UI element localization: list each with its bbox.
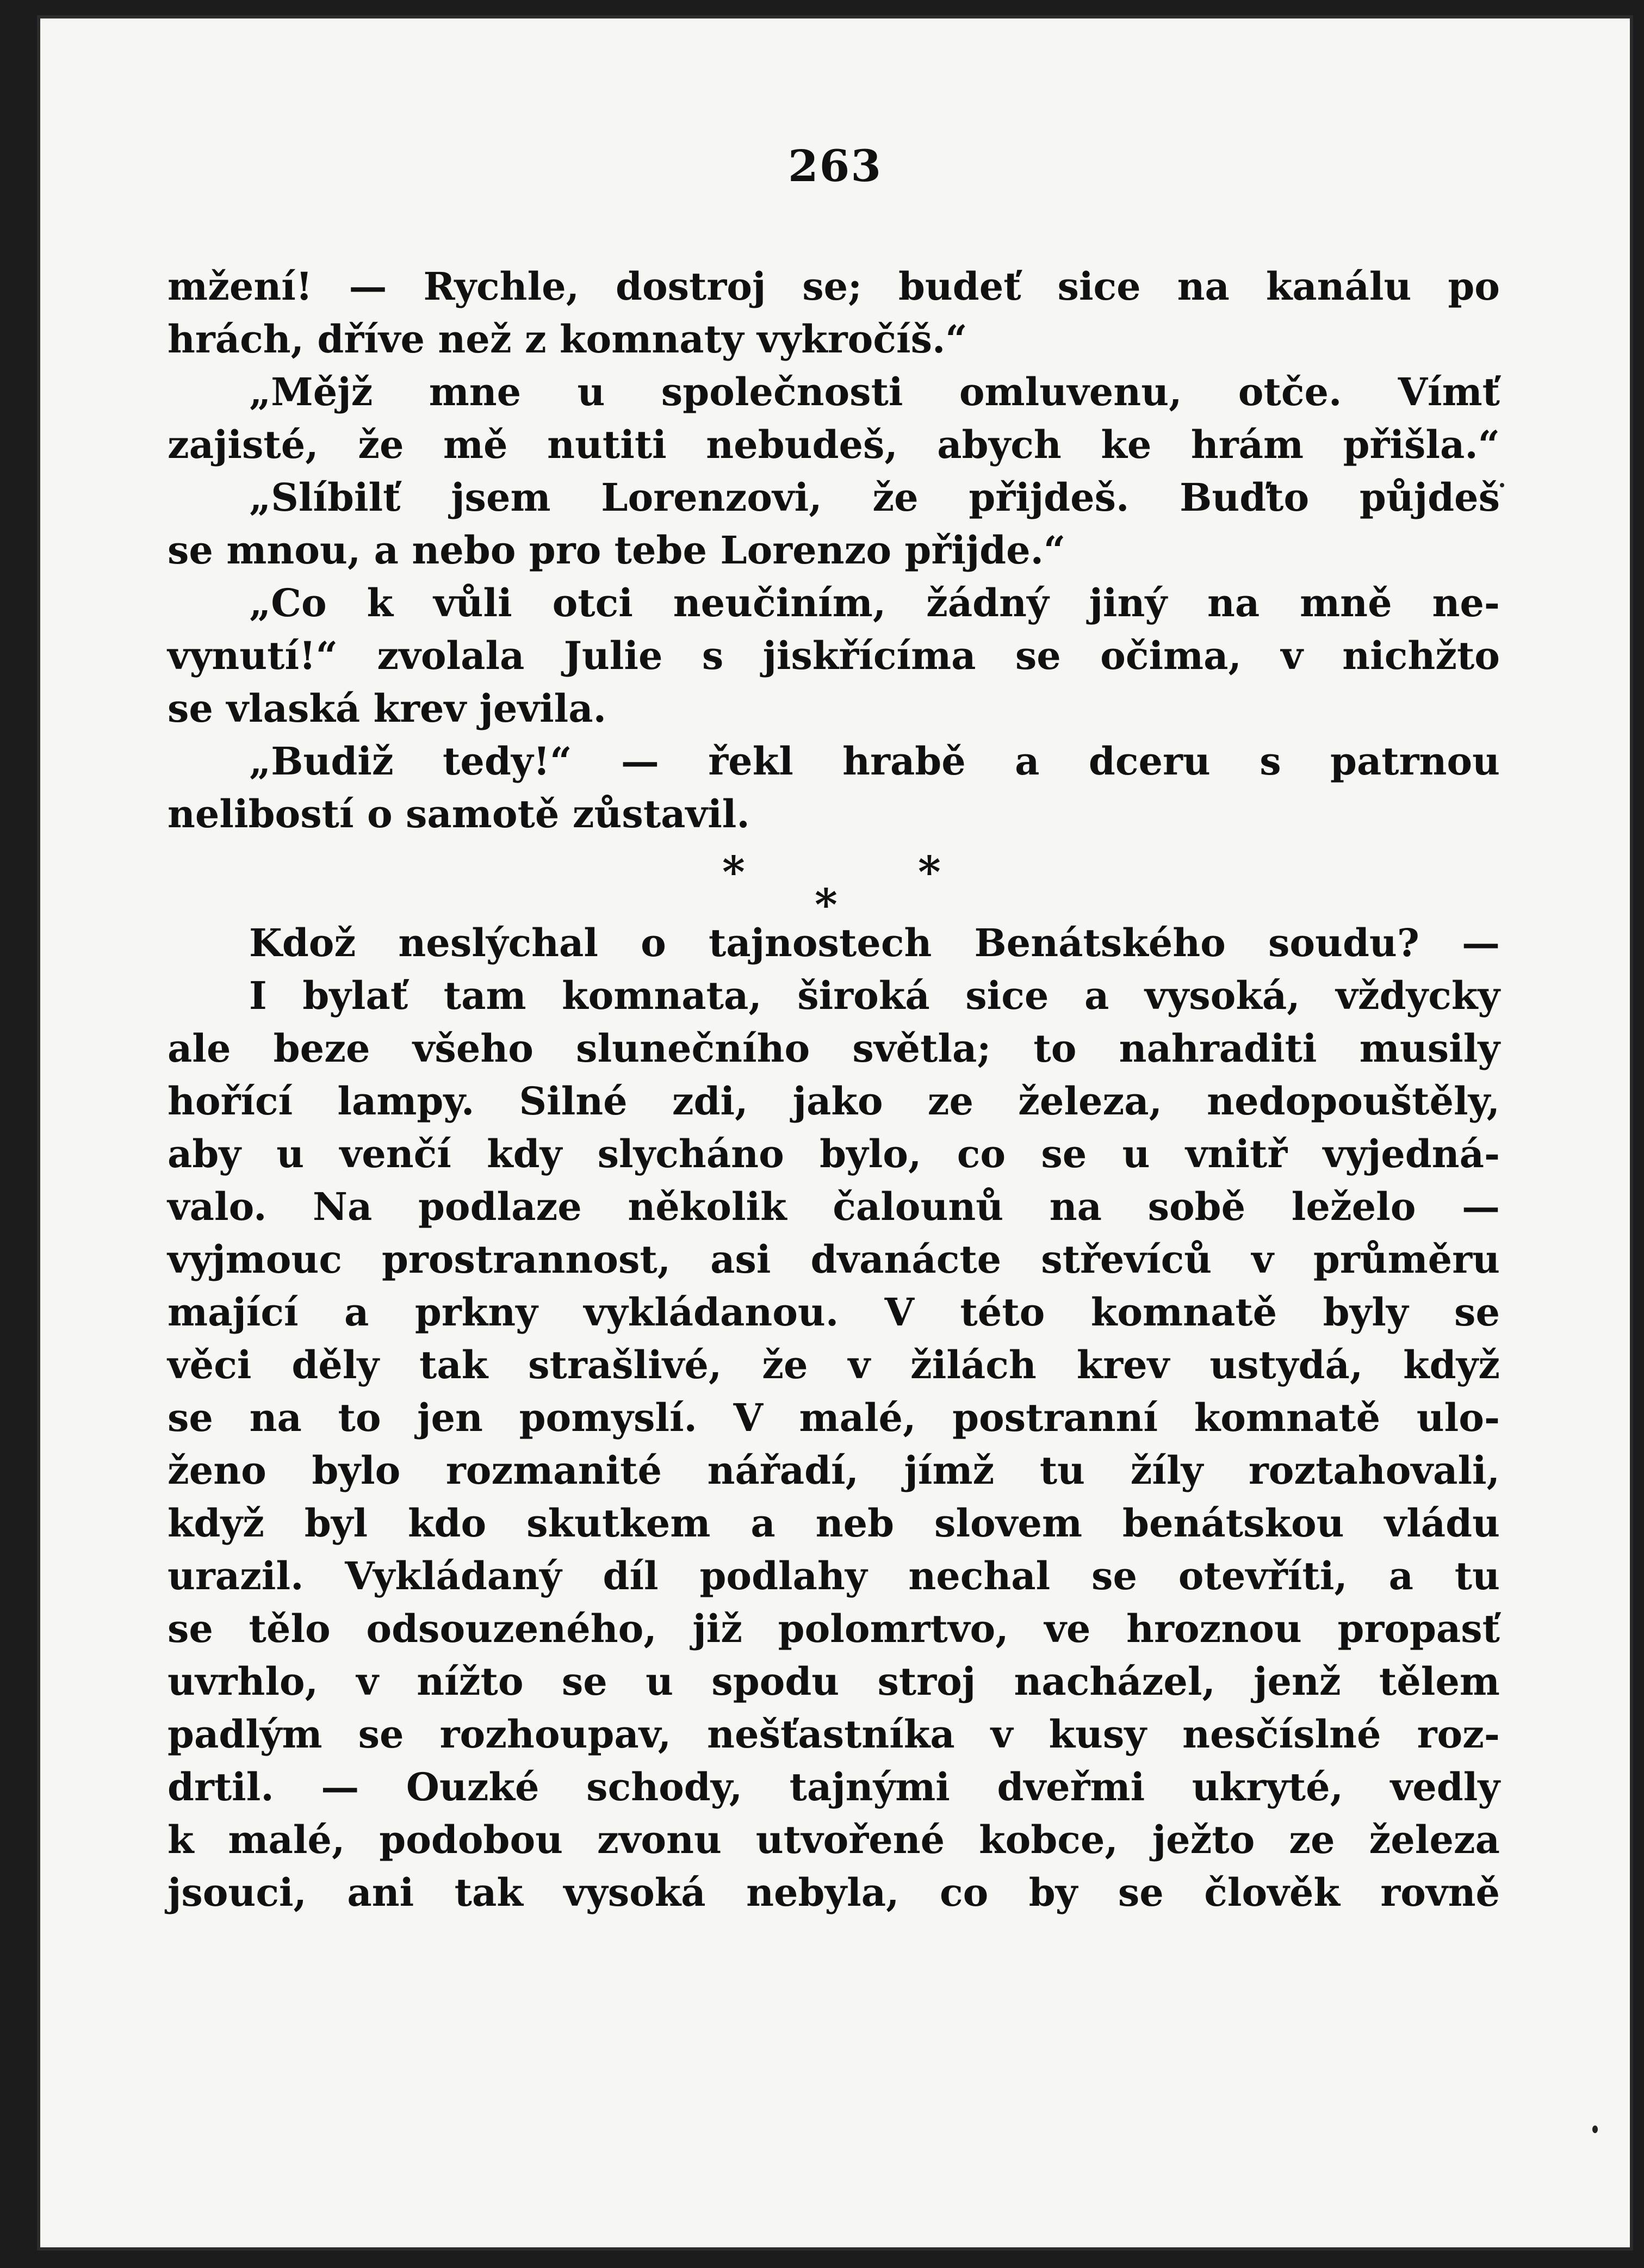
text-line: věci děly tak strašlivé, že v žilách krev ustydá, když [167,1342,1500,1387]
text-line: když byl kdo skutkem a neb slovem benátskou vládu [167,1501,1500,1546]
section-break [167,840,1500,930]
text-line: Kdož neslýchal o tajnostech Benátského soudu? — [249,920,1500,965]
text-line: mající a prkny vykládanou. V této komnatě byly se [167,1290,1500,1335]
text-line: „Budiž tedy!“ — řekl hrabě a dceru s patrnou [249,739,1500,784]
book-page [37,15,1633,2251]
text-line: vynutí!“ zvolala Julie s jiskřícíma se očima, v nichžto [167,633,1500,678]
text-line: se vlaská krev jevila. [167,686,606,731]
text-line: se mnou, a nebo pro tebe Lorenzo přijde.“ [167,528,1066,573]
text-line: ale beze všeho slunečního světla; to nahraditi musily [167,1026,1500,1071]
text-line: I bylať tam komnata, široká sice a vysoká, vždycky [249,973,1500,1018]
text-line: „Slíbilť jsem Lorenzovi, že přijdeš. Buďto půjdeš [249,475,1500,520]
text-line: uvrhlo, v nížto se u spodu stroj nacházel, jenž tělem [167,1659,1500,1704]
text-line: se na to jen pomyslí. V malé, postranní komnatě ulo- [167,1395,1500,1440]
asterisk: * [918,846,941,897]
text-line: jsouci, ani tak vysoká nebyla, co by se člověk rovně [167,1870,1500,1915]
text-line: vyjmouc prostrannost, asi dvanácte střevíců v průměru [167,1237,1500,1282]
ink-speck [1592,2126,1598,2133]
text-line: „Mějž mne u společnosti omluvenu, otče. Vímť [249,369,1500,414]
text-line: ženo bylo rozmanité nářadí, jímž tu žíly roztahovali, [167,1448,1500,1493]
text-line: hořící lampy. Silné zdi, jako ze železa, nedopouštěly, [167,1079,1500,1124]
text-line: padlým se rozhoupav, nešťastníka v kusy nesčíslné roz- [167,1712,1500,1757]
text-line: valo. Na podlaze několik čalounů na sobě leželo — [167,1184,1500,1229]
text-line: nelibostí o samotě zůstavil. [167,791,750,836]
asterisk: * [722,846,745,897]
text-line: zajisté, že mě nutiti nebudeš, abych ke hrám přišla.“ [167,422,1500,467]
ink-speck [1500,483,1504,487]
page-number: 263 [788,140,882,191]
text-line: drtil. — Ouzké schody, tajnými dveřmi ukryté, vedly [167,1764,1500,1810]
text-line: mžení! — Rychle, dostroj se; budeť sice na kanálu po [167,264,1500,309]
text-line: aby u venčí kdy slycháno bylo, co se u vnitř vyjedná- [167,1131,1500,1176]
text-line: hrách, dříve než z komnaty vykročíš.“ [167,317,967,362]
asterisk: * [815,879,837,930]
text-line: urazil. Vykládaný díl podlahy nechal se otevříti, a tu [167,1553,1500,1598]
text-line: „Co k vůli otci neučiním, žádný jiný na mně ne- [249,580,1500,625]
body-text [167,260,1500,1919]
text-line: se tělo odsouzeného, již polomrtvo, ve hroznou propasť [167,1606,1500,1651]
text-line: k malé, podobou zvonu utvořené kobce, ježto ze železa [167,1817,1500,1862]
